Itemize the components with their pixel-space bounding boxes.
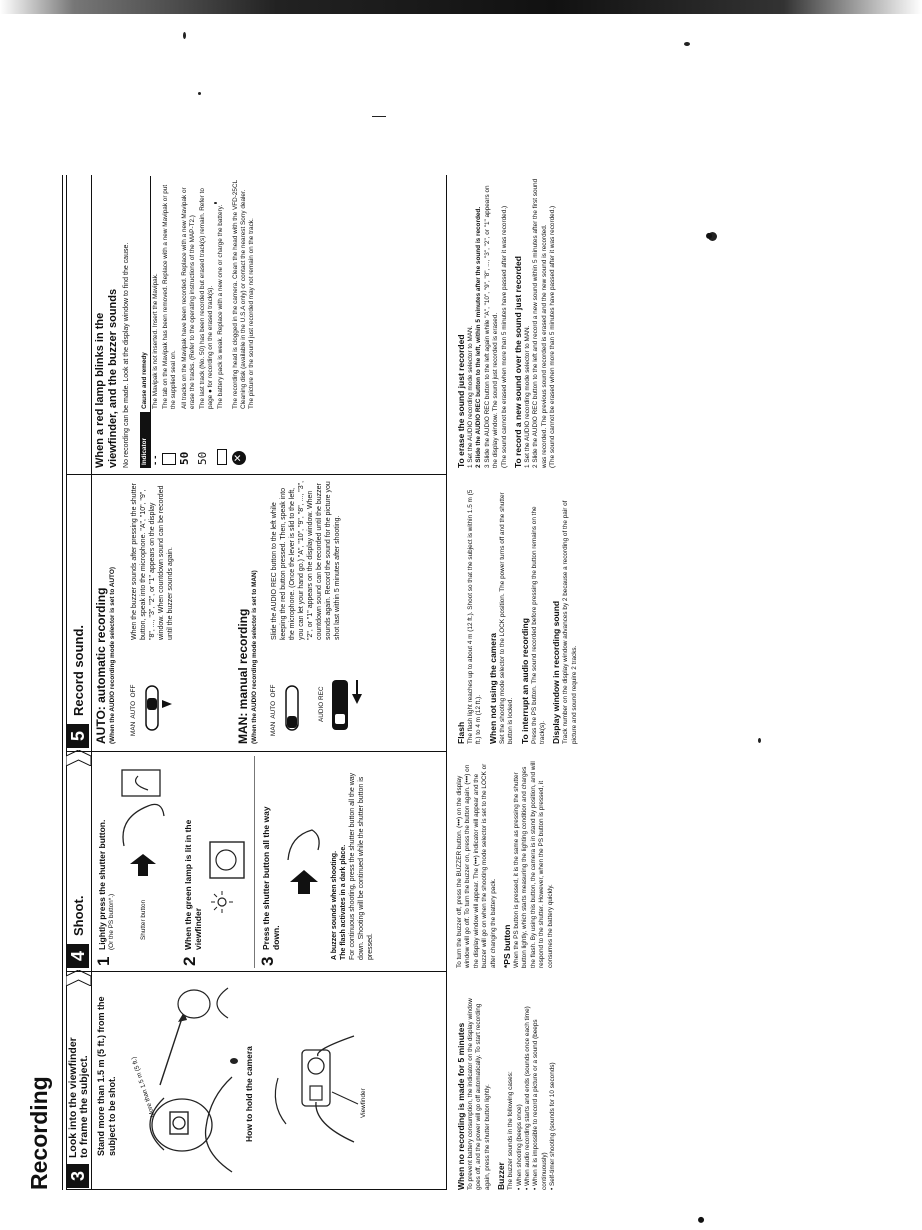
no-recording-title: When no recording is made for 5 minutes — [456, 1022, 466, 1190]
indicator-column-header: Indicator — [140, 412, 151, 468]
list-item: 2 Slide the AUDIO REC button to the left and record a new sound within 5 minutes after the first sound was recorded. The previous sound recorded is erased and the new sound is recorded. — [532, 178, 548, 468]
list-item: 3 Slide the AUDIO REC button to the left again while "A", "10", "9", "8", ..., "3", "2", or "1" appears on the display window. The sound just recorded is erased. — [483, 185, 500, 468]
erase-note: (The sound cannot be erased when more than 5 minutes have passed after it was recorded.) — [500, 205, 508, 468]
hands-holding-camera-illustration — [262, 994, 370, 1164]
list-item: 2 Slide the AUDIO REC button to the left, within 5 minutes after the sound is recorded. — [475, 206, 483, 468]
rerecord-note: (The sound cannot be erased when more than 5 minutes have passed after it was recorded.) — [549, 205, 557, 468]
red-lamp-intro: No recording can be made. Look at the display window to find the cause. — [123, 242, 130, 468]
indicator-cell: 50 — [178, 451, 191, 465]
cause-cell: The Mavipak is not inserted. Insert the Mavipak. — [152, 273, 159, 409]
step-4-title: Shoot. — [71, 895, 86, 936]
interrupt-text: Press the PS button. The sound recorded before pressing the button remains on the track(s). — [530, 506, 547, 744]
notes-col-1 — [456, 985, 558, 1190]
notes-col-4 — [456, 176, 558, 468]
man-recording-text: Slide the AUDIO REC button to the left while keeping the red button pressed. Then, speak into the microphone. (Once the lever is slid to the left, you can let your hand go.) "A", "10", "9", "8", ..., "3", "2", or "1" appears on the display window. When countdown sound can be recorded until the buzzer sounds again. Record the sound for the picture you shot last within 5 minutes after shooting. — [271, 480, 341, 640]
table-row — [198, 176, 216, 468]
step-4-substep-1-title: Lightly press the shutter button. — [97, 819, 107, 950]
cause-column-header: Cause and remedy — [140, 176, 151, 412]
column-divider — [66, 1189, 446, 1190]
section-rule — [446, 175, 447, 1190]
cause-cell: The tab on the Mavipak has been removed. Replace with a new Mavipak or put the supplied seal on. — [162, 184, 177, 409]
indicator-cell: - - — [149, 455, 161, 465]
finger-press-full-illustration — [284, 820, 324, 900]
distance-label: More than 1.5 m (5 ft.) — [130, 1055, 157, 1118]
step-3-number: 3 — [67, 1164, 89, 1188]
step-3-instruction: Stand more than 1.5 m (5 ft.) from the subject to be shot. — [96, 996, 117, 1156]
not-using-text: Set the shooting mode selector to the LOCK position. The power turns off and the shutter button is locked. — [498, 492, 515, 744]
step-4-substep-3-line2: down. — [271, 925, 281, 950]
substep-divider — [254, 756, 255, 968]
display-window-text: Track number on the display window advances by 2 because a recording of the pair of picture and sound require 2 tracks. — [562, 500, 578, 744]
step-4-substep-2-line2: viewfinder — [193, 907, 203, 950]
step-4-number: 4 — [67, 944, 89, 968]
ps-button-text: When the PS button is pressed, it is the same as pressing the shutter button lightly, which starts measuring the lighting condition and charges the flash. By using this button, the camera is in stand by position, and will respond to the shutter. However, when the PS button is pressed, it consumes the battery quickly. — [513, 761, 554, 968]
list-item: • When shooting (beeps once) — [515, 1104, 523, 1190]
page-number-marker-right: ● — [700, 231, 716, 240]
auto-recording-text: When the buzzer sounds after pressing the shutter button, speak into the microphone. "A", "10", "9", "8", ..., "3", "2", or "1" appears on the display window. When countdown sound can be recorded until the buzzer sounds again. — [131, 483, 174, 640]
hold-camera-heading: How to hold the camera — [244, 1046, 254, 1142]
finger-press-illustration — [118, 766, 168, 886]
man-recording-title: MAN: manual recording — [236, 608, 250, 744]
step-4-notes — [330, 760, 375, 960]
ps-button-title: *PS button — [502, 924, 513, 968]
viewfinder-label: Viewfinder — [360, 1088, 367, 1118]
buzzer-note: A buzzer sounds when shooting. — [331, 850, 338, 960]
step-4-substep-3-number: 3 — [258, 956, 277, 966]
cause-cell: The recording head is clogged in the camera. Clean the head with the VFD-25CL Cleaning disk (available in the U.S.A only) or contact the nearest Sony dealer. The picture or the sound just recorded may not remain on the track. — [232, 180, 255, 409]
buzzer-intro: The buzzer sounds in the following cases: — [507, 1071, 515, 1190]
indicator-cell: 50 — [196, 451, 209, 465]
step-3-title — [68, 1037, 90, 1158]
red-lamp-title — [94, 289, 120, 468]
page-number-marker-left: ● — [692, 1215, 708, 1224]
viewfinder-green-lamp-illustration — [208, 824, 248, 914]
flash-title: Flash — [456, 721, 466, 744]
step-4-substep-3-title — [261, 806, 281, 950]
red-lamp-title-line2: viewfinder, and the buzzer sounds — [107, 288, 119, 468]
column-divider — [66, 971, 446, 972]
auto-switch-icon — [140, 678, 176, 734]
indicator-table — [140, 176, 257, 468]
step-5-title: Record sound. — [71, 624, 86, 716]
shutter-button-label: Shutter button — [140, 899, 147, 940]
cause-cell: All tracks on the Mavipak have been recorded. Replace with a new Mavipak or erase the tracks. (Refer to the operating instructions of the MAP-T2.) — [181, 187, 196, 409]
display-window-title: Display window in recording sound — [551, 600, 562, 744]
step-3-title-line2: to frame the subject. — [78, 1055, 90, 1158]
step-arrow-icon — [66, 970, 91, 986]
step-4-substep-2-number: 2 — [180, 956, 199, 966]
buzzer-title: Buzzer — [496, 1162, 507, 1190]
auto-recording-sub: (When the AUDIO recording mode selector is set to AUTO) — [109, 567, 116, 744]
buzzer-off-text: To turn the buzzer off, press the BUZZER button. (•••) on the display window will go off. To turn the buzzer on, press the button again. (•••) on the display window will appear. The (•••) indicator will appear and the buzzer will go on when the shooting mode selector is set to the LOCK or after changing the battery pack. — [456, 763, 497, 968]
cause-cell: The battery pack is weak. Replace with a new one or charge the battery. — [217, 204, 224, 409]
indicator-cell — [216, 412, 231, 468]
auto-recording-title: AUTO: automatic recording — [94, 587, 108, 744]
list-item: 1 Set the AUDIO recording mode selector to MAN. — [467, 325, 474, 468]
rerecord-title: To record a new sound over the sound just recorded — [513, 256, 524, 468]
step-4-substep-3-line1: Press the shutter button all the way — [261, 806, 271, 950]
man-switch-label: MAN AUTO OFF — [270, 684, 277, 736]
erase-title: To erase the sound just recorded — [456, 334, 466, 468]
step-4-substep-2-title — [183, 820, 203, 950]
list-item: • Self-timer shooting (sounds for 10 seconds) — [549, 1062, 557, 1190]
continuous-note: For continuous shooting, press the shutter button all the way down. Shooting will be continued while the shutter button is pressed. — [349, 772, 374, 960]
step-4-substep-1-sub: (Or the PS button*.) — [108, 893, 115, 950]
column-divider — [66, 474, 446, 475]
man-switch-icon — [280, 678, 310, 734]
list-item: 1 Set the AUDIO recording mode selector to MAN. — [524, 325, 532, 468]
indicator-cell — [231, 412, 257, 468]
auto-switch-label: MAN AUTO OFF — [130, 684, 137, 736]
page-title: Recording — [26, 1076, 52, 1190]
table-row — [216, 176, 231, 468]
step-arrow-icon — [66, 750, 91, 766]
step-4-substep-1-number: 1 — [94, 956, 113, 966]
table-row — [231, 176, 257, 468]
interrupt-title: To interrupt an audio recording — [519, 618, 530, 744]
list-item: • When it is impossible to record a picture or a sound (beeps continuously) — [532, 1019, 548, 1190]
table-row — [161, 176, 180, 468]
audio-rec-button-icon — [328, 670, 362, 734]
indicator-table-header — [140, 176, 151, 468]
flash-note: The flash activates in a dark place. — [340, 844, 347, 960]
no-recording-text: To prevent battery consumption, the indicator on the display window goes off, and the power will go off automatically. To start recording again, press the shutter button lightly. — [467, 998, 491, 1190]
notes-col-2 — [456, 758, 555, 968]
cause-cell: The last track (No. 50) has been recorded but erased track(s) remain. Refer to page ● for recording on the erased track(s). — [199, 188, 214, 409]
man-recording-sub: (When the AUDIO recording mode selector is set to MAN) — [251, 570, 258, 744]
battery-icon — [217, 449, 227, 465]
head-clog-icon: ✕ — [232, 451, 246, 465]
step-4-substep-2-line1: When the green lamp is lit in the — [183, 819, 193, 950]
mavipak-tab-icon — [162, 453, 176, 465]
table-row — [151, 176, 162, 468]
notes-col-3 — [456, 482, 579, 744]
red-lamp-title-line1: When a red lamp blinks in the — [94, 312, 106, 468]
column-divider — [66, 751, 446, 752]
flash-text: The flash light reaches up to about 4 m (12 ft.). Shoot so that the subject is within 1.5 m (5 ft.) to 4 m (12 ft.). — [467, 489, 483, 744]
table-row — [180, 176, 198, 468]
title-rule — [62, 175, 63, 1190]
step-5-number: 5 — [67, 724, 89, 748]
list-item: • When audio recording starts and ends (sounds once each time) — [524, 1006, 532, 1190]
step-3-title-line1: Look into the viewfinder — [67, 1037, 79, 1158]
audio-rec-label: AUDIO REC — [318, 686, 325, 722]
not-using-title: When not using the camera — [487, 633, 498, 744]
